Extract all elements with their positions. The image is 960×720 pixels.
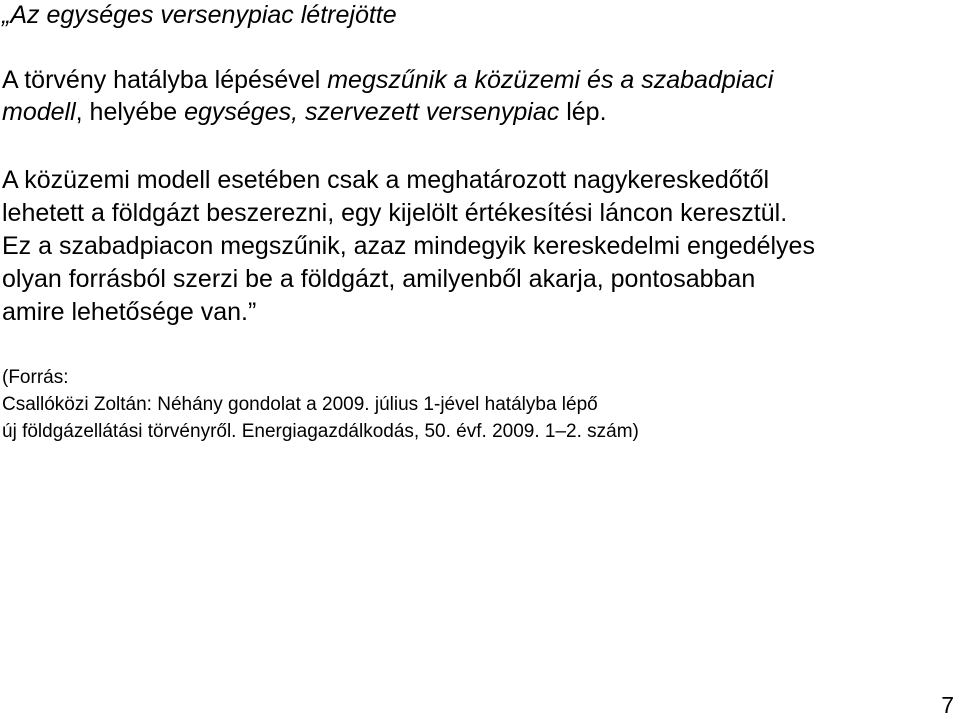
source-line: új földgázellátási törvényről. Energiagazdálkodás, 50. évf. 2009. 1–2. szám) (2, 421, 639, 442)
body-line: A közüzemi modell esetében csak a meghatározott nagykereskedőtől (2, 166, 770, 194)
body-paragraph (2, 164, 815, 329)
intro-emphasis: modell (2, 98, 76, 126)
intro-line-2 (2, 96, 773, 128)
intro-paragraph (2, 64, 773, 128)
intro-line-1 (2, 64, 773, 96)
body-line: Ez a szabadpiacon megszűnik, azaz mindegyik kereskedelmi engedélyes (2, 232, 815, 260)
body-line: lehetett a földgázt beszerezni, egy kijelölt értékesítési láncon keresztül. (2, 199, 788, 227)
intro-text: , helyébe (75, 98, 185, 126)
body-line: amire lehetősége van.” (2, 298, 257, 326)
source-line: (Forrás: (2, 367, 69, 388)
source-citation (2, 364, 639, 445)
intro-emphasis: megszűnik a közüzemi és a szabadpiaci (327, 66, 774, 94)
body-line: olyan forrásból szerzi be a földgázt, amilyenből akarja, pontosabban (2, 265, 756, 293)
intro-text: lép. (559, 98, 607, 126)
page-number: 7 (941, 692, 954, 718)
source-line: Csallóközi Zoltán: Néhány gondolat a 2009. július 1-jével hatályba lépő (2, 394, 598, 415)
intro-emphasis: egységes, szervezett versenypiac (184, 98, 560, 126)
quote-heading: „Az egységes versenypiac létrejötte (2, 1, 397, 29)
intro-text: A törvény hatályba lépésével (2, 66, 328, 94)
